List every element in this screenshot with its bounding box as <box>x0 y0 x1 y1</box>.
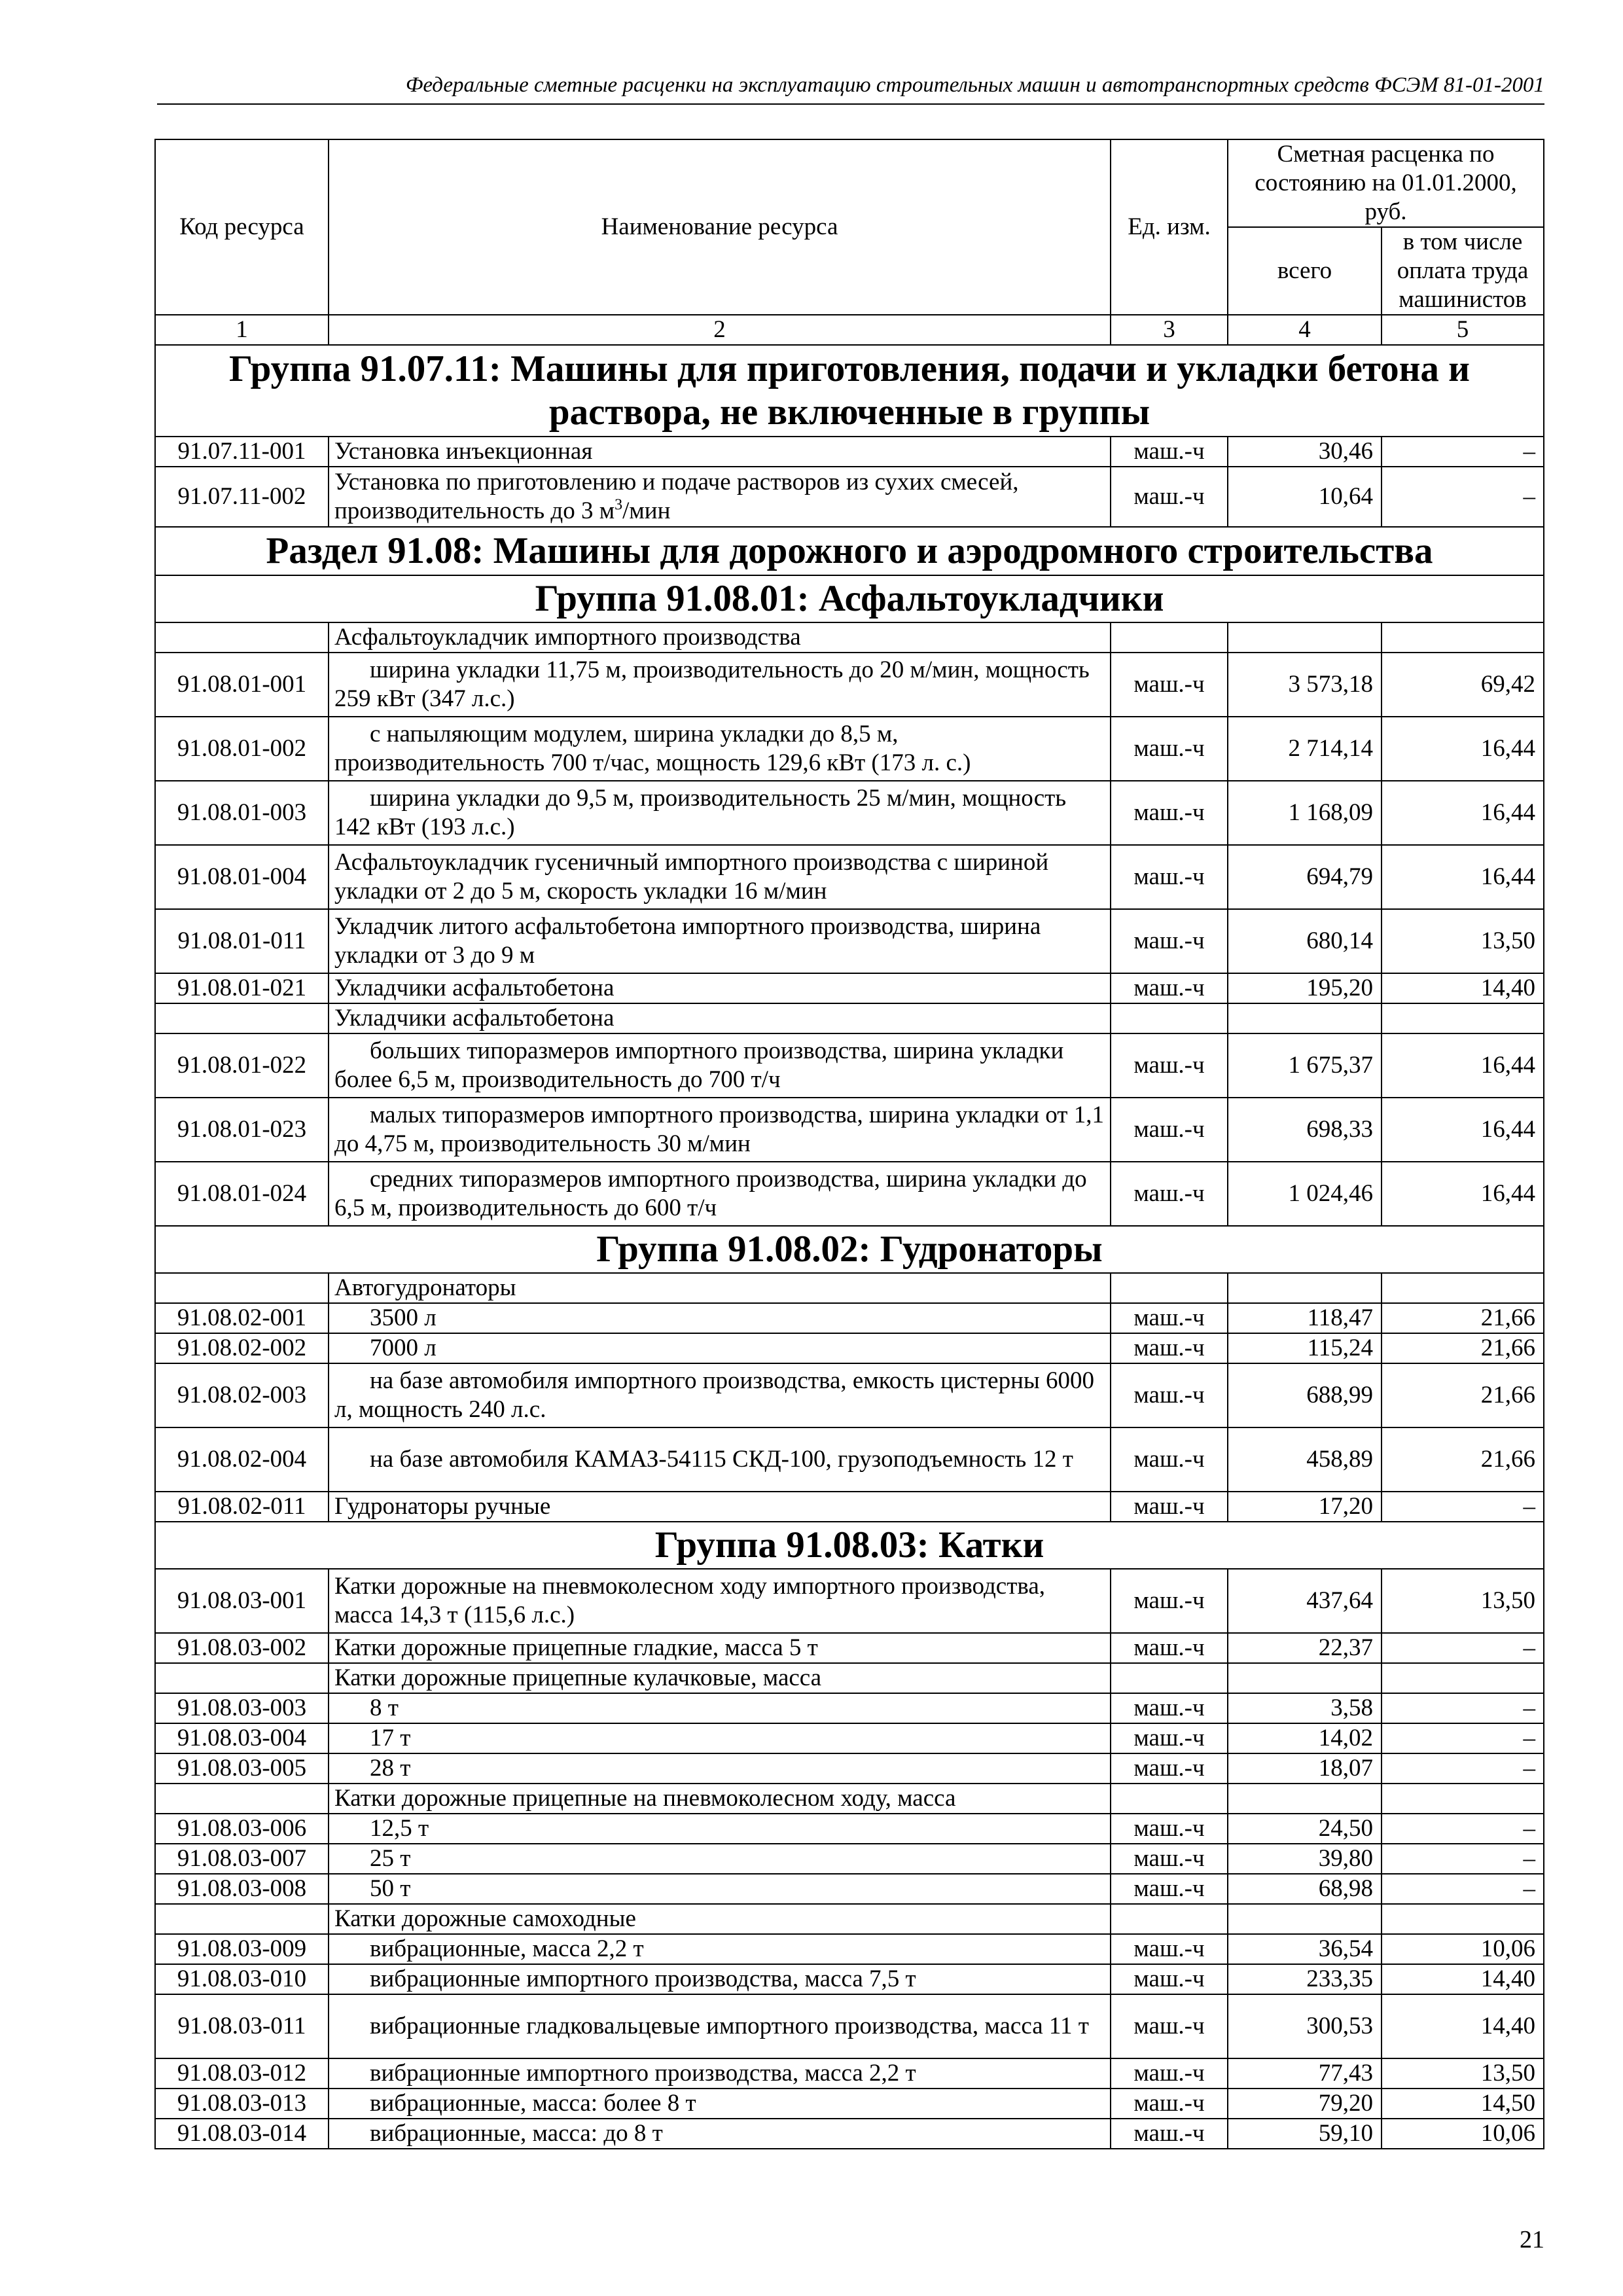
resource-name: вибрационные импортного производства, масса 7,5 т <box>329 1964 1111 1994</box>
table-row <box>155 2058 1544 2089</box>
group-heading: Группа 91.08.02: Гудронаторы <box>155 1226 1544 1273</box>
price-total: 18,07 <box>1228 1753 1382 1784</box>
resource-name: малых типоразмеров импортного производства, ширина укладки от 1,1 до 4,75 м, производительность 30 м/мин <box>329 1098 1111 1162</box>
price-labor: – <box>1382 437 1544 467</box>
resource-code: 91.07.11-002 <box>155 467 329 527</box>
resource-name: Укладчики асфальтобетона <box>329 973 1111 1003</box>
resource-code: 91.08.03-002 <box>155 1633 329 1663</box>
price-labor: – <box>1382 1723 1544 1753</box>
resource-code: 91.08.01-024 <box>155 1162 329 1226</box>
table-row <box>155 973 1544 1003</box>
resource-name: вибрационные, масса: более 8 т <box>329 2089 1111 2119</box>
resource-code: 91.08.01-002 <box>155 717 329 781</box>
resource-name: 25 т <box>329 1844 1111 1874</box>
empty-cell <box>1111 1273 1228 1303</box>
column-number: 4 <box>1228 315 1382 345</box>
price-total: 68,98 <box>1228 1874 1382 1904</box>
resource-name: вибрационные гладковальцевые импортного производства, масса 11 т <box>329 1994 1111 2058</box>
subheader-row <box>155 1273 1544 1303</box>
price-total: 115,24 <box>1228 1333 1382 1363</box>
empty-cell <box>1382 1663 1544 1693</box>
resource-unit: маш.-ч <box>1111 973 1228 1003</box>
resource-name: 3500 л <box>329 1303 1111 1333</box>
resource-code: 91.08.03-010 <box>155 1964 329 1994</box>
resource-name: 50 т <box>329 1874 1111 1904</box>
resource-code: 91.08.03-006 <box>155 1814 329 1844</box>
price-labor: 14,40 <box>1382 973 1544 1003</box>
column-number: 2 <box>329 315 1111 345</box>
table-row <box>155 1492 1544 1522</box>
resource-unit: маш.-ч <box>1111 1633 1228 1663</box>
resource-unit: маш.-ч <box>1111 1427 1228 1492</box>
empty-cell <box>1228 1784 1382 1814</box>
price-total: 1 675,37 <box>1228 1033 1382 1098</box>
price-total: 1 024,46 <box>1228 1162 1382 1226</box>
resource-unit: маш.-ч <box>1111 1874 1228 1904</box>
price-labor: 14,40 <box>1382 1964 1544 1994</box>
subheader-label: Укладчики асфальтобетона <box>329 1003 1111 1033</box>
price-total: 30,46 <box>1228 437 1382 467</box>
resource-code: 91.08.03-003 <box>155 1693 329 1723</box>
subheader-label: Катки дорожные прицепные кулачковые, масса <box>329 1663 1111 1693</box>
price-labor: 16,44 <box>1382 1033 1544 1098</box>
resource-name: 12,5 т <box>329 1814 1111 1844</box>
resource-code: 91.08.02-011 <box>155 1492 329 1522</box>
table-row <box>155 845 1544 909</box>
table-row <box>155 1844 1544 1874</box>
table-row <box>155 1569 1544 1633</box>
empty-cell <box>155 1273 329 1303</box>
resource-unit: маш.-ч <box>1111 1333 1228 1363</box>
table-row <box>155 1874 1544 1904</box>
resource-name: на базе автомобиля КАМАЗ-54115 СКД-100, грузоподъемность 12 т <box>329 1427 1111 1492</box>
price-labor: 16,44 <box>1382 1098 1544 1162</box>
resource-code: 91.08.03-004 <box>155 1723 329 1753</box>
price-labor: 21,66 <box>1382 1303 1544 1333</box>
resource-unit: маш.-ч <box>1111 1492 1228 1522</box>
subheader-row <box>155 1003 1544 1033</box>
price-labor: – <box>1382 1492 1544 1522</box>
resource-unit: маш.-ч <box>1111 1753 1228 1784</box>
resource-name: ширина укладки 11,75 м, производительность до 20 м/мин, мощность 259 кВт (347 л.с.) <box>329 653 1111 717</box>
price-total: 458,89 <box>1228 1427 1382 1492</box>
resource-unit: маш.-ч <box>1111 2119 1228 2149</box>
price-total: 36,54 <box>1228 1934 1382 1964</box>
price-labor: – <box>1382 1844 1544 1874</box>
price-total: 233,35 <box>1228 1964 1382 1994</box>
price-labor: 10,06 <box>1382 2119 1544 2149</box>
empty-cell <box>1228 1273 1382 1303</box>
resource-unit: маш.-ч <box>1111 1098 1228 1162</box>
price-labor: – <box>1382 1633 1544 1663</box>
empty-cell <box>1228 1003 1382 1033</box>
resource-unit: маш.-ч <box>1111 437 1228 467</box>
price-labor: – <box>1382 1874 1544 1904</box>
page-number: 21 <box>1520 2226 1544 2253</box>
empty-cell <box>1111 1663 1228 1693</box>
price-labor: 69,42 <box>1382 653 1544 717</box>
table-row <box>155 2119 1544 2149</box>
subheader-label: Катки дорожные самоходные <box>329 1904 1111 1934</box>
price-labor: 14,50 <box>1382 2089 1544 2119</box>
resource-code: 91.08.01-023 <box>155 1098 329 1162</box>
resource-name-text: Установка по приготовлению и подаче растворов из сухих смесей, производительность до 3 м <box>334 469 1019 524</box>
price-total: 437,64 <box>1228 1569 1382 1633</box>
price-total: 3 573,18 <box>1228 653 1382 717</box>
resource-unit: маш.-ч <box>1111 1844 1228 1874</box>
column-number: 1 <box>155 315 329 345</box>
table-row <box>155 1934 1544 1964</box>
resource-name <box>329 467 1111 527</box>
price-total: 24,50 <box>1228 1814 1382 1844</box>
price-total: 14,02 <box>1228 1723 1382 1753</box>
table-row <box>155 653 1544 717</box>
resource-name: Асфальтоукладчик гусеничный импортного производства с шириной укладки от 2 до 5 м, скорость укладки 16 м/мин <box>329 845 1111 909</box>
resource-name: средних типоразмеров импортного производства, ширина укладки до 6,5 м, производительность до 600 т/ч <box>329 1162 1111 1226</box>
col-header-labor: в том числе оплата труда машинистов <box>1382 227 1544 315</box>
resource-unit: маш.-ч <box>1111 845 1228 909</box>
empty-cell <box>1382 1003 1544 1033</box>
resource-code: 91.08.02-004 <box>155 1427 329 1492</box>
table-row <box>155 1753 1544 1784</box>
price-total: 1 168,09 <box>1228 781 1382 845</box>
price-total: 694,79 <box>1228 845 1382 909</box>
resource-code: 91.08.03-005 <box>155 1753 329 1784</box>
subheader-label: Автогудронаторы <box>329 1273 1111 1303</box>
group-heading: Группа 91.07.11: Машины для приготовления, подачи и укладки бетона и раствора, не включенные в группы <box>155 345 1544 437</box>
table-row <box>155 1162 1544 1226</box>
table-row <box>155 781 1544 845</box>
table-row <box>155 1994 1544 2058</box>
price-total: 300,53 <box>1228 1994 1382 2058</box>
price-total: 118,47 <box>1228 1303 1382 1333</box>
resource-name: ширина укладки до 9,5 м, производительность 25 м/мин, мощность 142 кВт (193 л.с.) <box>329 781 1111 845</box>
table-row <box>155 437 1544 467</box>
resource-name: Гудронаторы ручные <box>329 1492 1111 1522</box>
price-total: 79,20 <box>1228 2089 1382 2119</box>
empty-cell <box>155 1663 329 1693</box>
resource-unit: маш.-ч <box>1111 1033 1228 1098</box>
table-row <box>155 1363 1544 1427</box>
empty-cell <box>1111 622 1228 653</box>
resource-name: с напыляющим модулем, ширина укладки до 8,5 м, производительность 700 т/час, мощность 129,6 кВт (173 л. с.) <box>329 717 1111 781</box>
resource-name-suffix: /мин <box>622 497 671 524</box>
resource-code: 91.08.01-004 <box>155 845 329 909</box>
header-rule <box>157 103 1544 105</box>
empty-cell <box>1228 622 1382 653</box>
subheader-label: Асфальтоукладчик импортного производства <box>329 622 1111 653</box>
table-row <box>155 1333 1544 1363</box>
resource-unit: маш.-ч <box>1111 1162 1228 1226</box>
price-total: 195,20 <box>1228 973 1382 1003</box>
price-total: 698,33 <box>1228 1098 1382 1162</box>
running-header: Федеральные сметные расценки на эксплуатацию строительных машин и автотранспортных средств ФСЭМ 81-01-2001 <box>405 73 1544 97</box>
resource-code: 91.08.02-003 <box>155 1363 329 1427</box>
table-row <box>155 1693 1544 1723</box>
price-total: 3,58 <box>1228 1693 1382 1723</box>
table-row <box>155 1303 1544 1333</box>
resource-name: Укладчик литого асфальтобетона импортного производства, ширина укладки от 3 до 9 м <box>329 909 1111 973</box>
resource-code: 91.08.03-013 <box>155 2089 329 2119</box>
resource-code: 91.08.01-003 <box>155 781 329 845</box>
empty-cell <box>155 622 329 653</box>
resource-code: 91.08.03-011 <box>155 1994 329 2058</box>
resource-code: 91.08.02-001 <box>155 1303 329 1333</box>
table-row <box>155 1427 1544 1492</box>
price-labor: 13,50 <box>1382 2058 1544 2089</box>
resource-code: 91.08.01-021 <box>155 973 329 1003</box>
resource-code: 91.07.11-001 <box>155 437 329 467</box>
price-labor: 10,06 <box>1382 1934 1544 1964</box>
empty-cell <box>1111 1003 1228 1033</box>
price-total: 17,20 <box>1228 1492 1382 1522</box>
column-number: 3 <box>1111 315 1228 345</box>
resource-name: вибрационные, масса: до 8 т <box>329 2119 1111 2149</box>
group-heading: Группа 91.08.01: Асфальтоукладчики <box>155 575 1544 622</box>
price-total: 22,37 <box>1228 1633 1382 1663</box>
price-total: 10,64 <box>1228 467 1382 527</box>
resource-unit: маш.-ч <box>1111 2058 1228 2089</box>
empty-cell <box>1111 1904 1228 1934</box>
col-header-total: всего <box>1228 227 1382 315</box>
price-labor: 13,50 <box>1382 909 1544 973</box>
resource-code: 91.08.01-001 <box>155 653 329 717</box>
resource-name: Установка инъекционная <box>329 437 1111 467</box>
price-labor: 21,66 <box>1382 1427 1544 1492</box>
col-header-code: Код ресурса <box>155 139 329 315</box>
col-header-price: Сметная расценка по состоянию на 01.01.2000, руб. <box>1228 139 1544 227</box>
table-row <box>155 909 1544 973</box>
subheader-row <box>155 1663 1544 1693</box>
resource-code: 91.08.03-008 <box>155 1874 329 1904</box>
price-labor: – <box>1382 1693 1544 1723</box>
resource-code: 91.08.03-007 <box>155 1844 329 1874</box>
resource-name: вибрационные, масса 2,2 т <box>329 1934 1111 1964</box>
empty-cell <box>155 1784 329 1814</box>
resource-unit: маш.-ч <box>1111 1934 1228 1964</box>
table-header-row <box>155 139 1544 227</box>
section-heading: Раздел 91.08: Машины для дорожного и аэродромного строительства <box>155 527 1544 575</box>
resource-code: 91.08.03-014 <box>155 2119 329 2149</box>
resource-code: 91.08.03-009 <box>155 1934 329 1964</box>
resource-unit: маш.-ч <box>1111 1363 1228 1427</box>
section-heading-row <box>155 527 1544 575</box>
price-labor: 16,44 <box>1382 1162 1544 1226</box>
table-row <box>155 1723 1544 1753</box>
resource-code: 91.08.01-022 <box>155 1033 329 1098</box>
price-total: 2 714,14 <box>1228 717 1382 781</box>
resource-unit: маш.-ч <box>1111 653 1228 717</box>
price-total: 77,43 <box>1228 2058 1382 2089</box>
resource-name: Катки дорожные на пневмоколесном ходу импортного производства, масса 14,3 т (115,6 л.с.) <box>329 1569 1111 1633</box>
resource-name: 7000 л <box>329 1333 1111 1363</box>
price-total: 680,14 <box>1228 909 1382 973</box>
price-labor: 21,66 <box>1382 1363 1544 1427</box>
resource-name: Катки дорожные прицепные гладкие, масса 5 т <box>329 1633 1111 1663</box>
price-labor: 16,44 <box>1382 717 1544 781</box>
table-row <box>155 1964 1544 1994</box>
price-total: 39,80 <box>1228 1844 1382 1874</box>
table-row <box>155 717 1544 781</box>
superscript: 3 <box>615 496 623 514</box>
resource-unit: маш.-ч <box>1111 1693 1228 1723</box>
resource-code: 91.08.02-002 <box>155 1333 329 1363</box>
empty-cell <box>1111 1784 1228 1814</box>
price-labor: – <box>1382 1814 1544 1844</box>
table-row <box>155 467 1544 527</box>
resource-unit: маш.-ч <box>1111 1814 1228 1844</box>
group-heading: Группа 91.08.03: Катки <box>155 1522 1544 1569</box>
empty-cell <box>1382 1273 1544 1303</box>
resource-unit: маш.-ч <box>1111 1723 1228 1753</box>
resource-name: больших типоразмеров импортного производства, ширина укладки более 6,5 м, производительность до 700 т/ч <box>329 1033 1111 1098</box>
price-labor: 13,50 <box>1382 1569 1544 1633</box>
resource-unit: маш.-ч <box>1111 1964 1228 1994</box>
subheader-label: Катки дорожные прицепные на пневмоколесном ходу, масса <box>329 1784 1111 1814</box>
resource-code: 91.08.01-011 <box>155 909 329 973</box>
table-row <box>155 1814 1544 1844</box>
empty-cell <box>1228 1904 1382 1934</box>
table-row <box>155 2089 1544 2119</box>
resource-unit: маш.-ч <box>1111 1303 1228 1333</box>
resource-name: вибрационные импортного производства, масса 2,2 т <box>329 2058 1111 2089</box>
resource-unit: маш.-ч <box>1111 909 1228 973</box>
resource-code: 91.08.03-001 <box>155 1569 329 1633</box>
subheader-row <box>155 1784 1544 1814</box>
empty-cell <box>1382 1904 1544 1934</box>
resource-name: 17 т <box>329 1723 1111 1753</box>
table-row <box>155 1098 1544 1162</box>
resource-unit: маш.-ч <box>1111 2089 1228 2119</box>
price-labor: 21,66 <box>1382 1333 1544 1363</box>
column-number-row <box>155 315 1544 345</box>
group-heading-row <box>155 1226 1544 1273</box>
resource-unit: маш.-ч <box>1111 467 1228 527</box>
group-heading-row <box>155 1522 1544 1569</box>
empty-cell <box>155 1003 329 1033</box>
resource-name: 8 т <box>329 1693 1111 1723</box>
subheader-row <box>155 1904 1544 1934</box>
empty-cell <box>1382 1784 1544 1814</box>
table-row <box>155 1633 1544 1663</box>
col-header-name: Наименование ресурса <box>329 139 1111 315</box>
resource-name: на базе автомобиля импортного производства, емкость цистерны 6000 л, мощность 240 л.с. <box>329 1363 1111 1427</box>
price-total: 688,99 <box>1228 1363 1382 1427</box>
price-labor: 16,44 <box>1382 845 1544 909</box>
group-heading-row <box>155 345 1544 437</box>
table-row <box>155 1033 1544 1098</box>
resource-name: 28 т <box>329 1753 1111 1784</box>
price-labor: 16,44 <box>1382 781 1544 845</box>
empty-cell <box>1382 622 1544 653</box>
resource-unit: маш.-ч <box>1111 1569 1228 1633</box>
group-heading-row <box>155 575 1544 622</box>
price-total: 59,10 <box>1228 2119 1382 2149</box>
resource-code: 91.08.03-012 <box>155 2058 329 2089</box>
empty-cell <box>1228 1663 1382 1693</box>
column-number: 5 <box>1382 315 1544 345</box>
col-header-unit: Ед. изм. <box>1111 139 1228 315</box>
price-labor: – <box>1382 467 1544 527</box>
resource-unit: маш.-ч <box>1111 781 1228 845</box>
price-table <box>154 139 1544 2149</box>
empty-cell <box>155 1904 329 1934</box>
resource-unit: маш.-ч <box>1111 717 1228 781</box>
price-labor: – <box>1382 1753 1544 1784</box>
subheader-row <box>155 622 1544 653</box>
resource-unit: маш.-ч <box>1111 1994 1228 2058</box>
price-labor: 14,40 <box>1382 1994 1544 2058</box>
